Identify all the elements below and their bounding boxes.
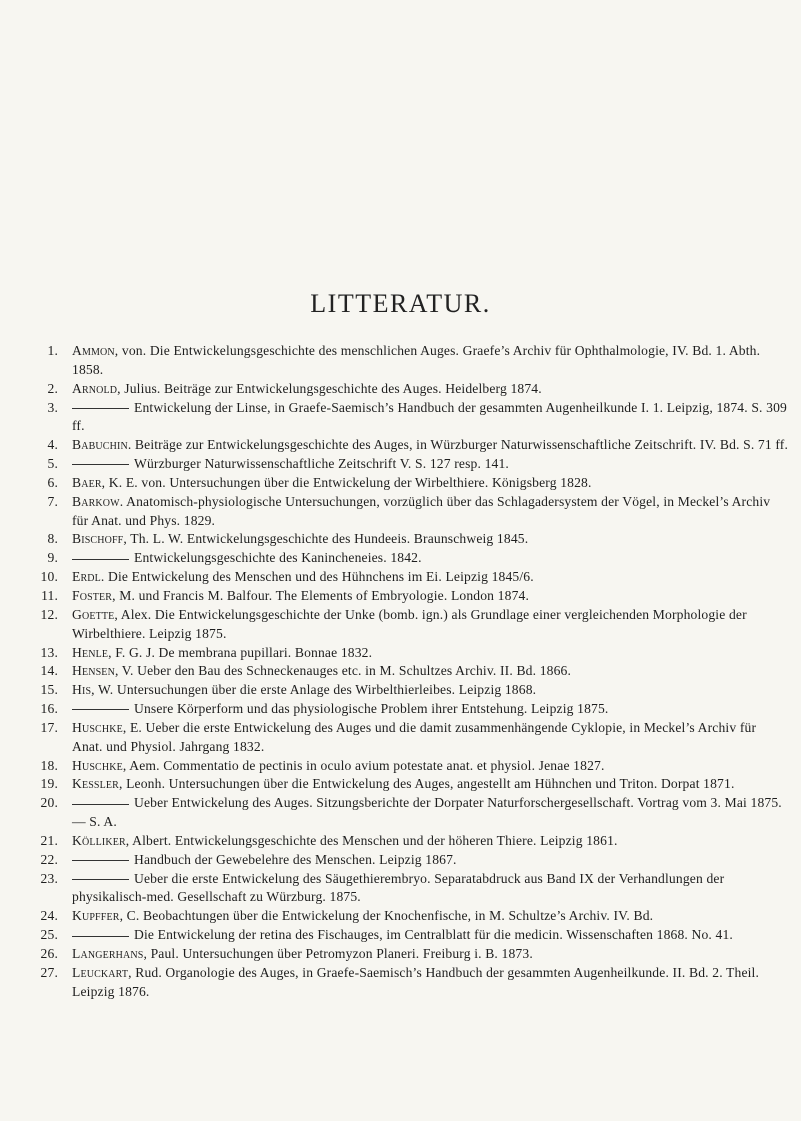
reference-number: 10. — [40, 569, 58, 585]
reference-number: 21. — [40, 832, 58, 848]
reference-text: , von. Die Entwickelungsgeschichte des menschlichen Auges. Graefe’s Archiv für Ophthalmologie, IV. Bd. 1. Abth. 1858. — [72, 343, 761, 377]
reference-text: , Aem. Commentatio de pectinis in oculo avium potestate anat. et physiol. Jenae 1827. — [122, 757, 605, 773]
reference-item — [34, 474, 789, 493]
reference-number: 5. — [47, 456, 58, 472]
reference-number: 13. — [40, 644, 58, 660]
reference-item — [34, 907, 789, 926]
reference-item — [34, 606, 789, 644]
reference-author: Babuchin — [72, 437, 128, 453]
reference-text: Unsere Körperform und das physiologische Problem ihrer Entstehung. Leipzig 1875. — [134, 701, 609, 717]
reference-number: 27. — [40, 964, 58, 980]
reference-author: Arnold — [72, 380, 118, 396]
reference-item — [34, 700, 789, 719]
reference-number: 24. — [40, 908, 58, 924]
reference-text: Würzburger Naturwissenschaftliche Zeitschrift V. S. 127 resp. 141. — [134, 456, 509, 472]
ditto-dash — [72, 860, 129, 861]
ditto-dash — [72, 464, 129, 465]
reference-number: 16. — [40, 701, 58, 717]
reference-number: 11. — [41, 587, 58, 603]
reference-item — [34, 832, 789, 851]
reference-item — [34, 719, 789, 757]
reference-number: 25. — [40, 927, 58, 943]
reference-item — [34, 436, 789, 455]
reference-text: , M. und Francis M. Balfour. The Elements of Embryologie. London 1874. — [112, 587, 530, 603]
reference-item — [34, 757, 789, 776]
reference-number: 7. — [47, 493, 58, 509]
reference-text: , Julius. Beiträge zur Entwickelungsgeschichte des Auges. Heidelberg 1874. — [117, 380, 542, 396]
reference-text: , Leonh. Untersuchungen über die Entwickelung des Auges, angestellt am Hühnchen und Triton. Dorpat 1871. — [119, 776, 735, 792]
reference-number: 18. — [40, 757, 58, 773]
reference-author: His — [72, 682, 92, 698]
reference-text: , E. Ueber die erste Entwickelung des Auges und die damit zusammenhängende Cyklopie, in Meckel’s Archiv für Anat. und Physiol. Jahrgang 1832. — [72, 719, 757, 754]
reference-number: 14. — [40, 663, 58, 679]
reference-item — [34, 587, 789, 606]
ditto-dash — [72, 936, 129, 937]
reference-author: Langerhans — [72, 946, 144, 961]
reference-item — [34, 530, 789, 549]
reference-number: 19. — [40, 776, 58, 792]
reference-author: Ammon — [72, 343, 115, 358]
reference-text: Ueber die erste Entwickelung des Säugethierembryo. Separatabdruck aus Band IX der Verhandlungen der physikalisch-med. Gesellschaft zu Würzburg. 1875. — [72, 870, 725, 905]
reference-number: 12. — [40, 606, 58, 622]
reference-author: Henle — [72, 644, 109, 660]
reference-text: , Alex. Die Entwickelungsgeschichte der Unke (bomb. ign.) als Grundlage einer vergleichenden Morphologie der Wirbelthiere. Leipzig 1875. — [72, 606, 747, 641]
reference-number: 26. — [40, 946, 58, 961]
reference-author: Huschke — [72, 719, 123, 735]
reference-number: 4. — [47, 437, 58, 453]
ditto-dash — [72, 804, 129, 805]
reference-text: . Die Entwickelung des Menschen und des Hühnchens im Ei. Leipzig 1845/6. — [100, 569, 534, 585]
reference-author: Hensen — [72, 663, 115, 679]
reference-item — [34, 870, 789, 908]
reference-item — [34, 644, 789, 663]
ditto-dash — [72, 408, 129, 409]
reference-text: , W. Untersuchungen über die erste Anlage des Wirbelthierleibes. Leipzig 1868. — [91, 682, 537, 698]
reference-text: , Rud. Organologie des Auges, in Graefe-Saemisch’s Handbuch der gesammten Augenheilkunde. II. Bd. 2. Theil. Leipzig 1876. — [72, 964, 760, 999]
reference-text: , Paul. Untersuchungen über Petromyzon Planeri. Freiburg i. B. 1873. — [143, 946, 533, 961]
reference-author: Bischoff — [72, 531, 124, 547]
reference-text: , Albert. Entwickelungsgeschichte des Menschen und der höheren Thiere. Leipzig 1861. — [125, 832, 618, 848]
reference-author: Barkow — [72, 493, 120, 509]
reference-text: Entwickelungsgeschichte des Kanincheneies. 1842. — [134, 550, 422, 566]
reference-author: Kessler — [72, 776, 119, 792]
reference-author: Kölliker — [72, 832, 126, 848]
reference-item — [34, 493, 789, 531]
reference-text: Ueber Entwickelung des Auges. Sitzungsberichte der Dorpater Naturforschergesellschaft. Vortrag vom 3. Mai 1875. — S. A. — [72, 795, 782, 830]
ditto-dash — [72, 879, 129, 880]
reference-number: 22. — [40, 851, 58, 867]
reference-item — [34, 662, 789, 681]
reference-text: , V. Ueber den Bau des Schneckenauges etc. in M. Schultzes Archiv. II. Bd. 1866. — [114, 663, 572, 679]
reference-text: . Anatomisch-physiologische Untersuchungen, vorzüglich über das Schlagadersystem der Vögel, in Meckel’s Archiv für Anat. und Phys. 1829. — [72, 493, 771, 528]
reference-text: , C. Beobachtungen über die Entwickelung der Knochenfische, in M. Schultze’s Archiv. IV. Bd. — [119, 908, 654, 924]
reference-text: Handbuch der Gewebelehre des Menschen. Leipzig 1867. — [134, 851, 457, 867]
page-title: LITTERATUR. — [310, 289, 491, 318]
reference-number: 23. — [40, 870, 58, 886]
reference-item — [34, 775, 789, 794]
reference-list — [34, 342, 789, 1002]
reference-text: Entwickelung der Linse, in Graefe-Saemisch’s Handbuch der gesammten Augenheilkunde I. 1. Leipzig, 1874. S. 309 ff. — [72, 399, 787, 434]
reference-number: 20. — [40, 795, 58, 811]
reference-number: 3. — [47, 399, 58, 415]
reference-number: 9. — [47, 550, 58, 566]
reference-item — [34, 342, 789, 380]
reference-text: Die Entwickelung der retina des Fischauges, im Centralblatt für die medicin. Wissenschaften 1868. No. 41. — [134, 927, 733, 943]
reference-item — [34, 455, 789, 474]
reference-item — [34, 380, 789, 399]
reference-author: Erdl — [72, 569, 101, 585]
ditto-dash — [72, 709, 129, 710]
reference-item — [34, 568, 789, 587]
reference-number: 6. — [47, 474, 58, 490]
reference-item — [34, 851, 789, 870]
reference-number: 8. — [47, 531, 58, 547]
reference-author: Foster — [72, 587, 113, 603]
reference-text: , K. E. von. Untersuchungen über die Entwickelung der Wirbelthiere. Königsberg 1828. — [101, 474, 592, 490]
reference-author: Baer — [72, 474, 102, 490]
ditto-dash — [72, 559, 129, 560]
reference-item — [34, 945, 789, 964]
reference-item — [34, 964, 789, 1002]
reference-item — [34, 794, 789, 832]
reference-number: 1. — [47, 343, 58, 358]
reference-author: Huschke — [72, 757, 123, 773]
reference-text: , F. G. J. De membrana pupillari. Bonnae 1832. — [108, 644, 373, 660]
reference-item — [34, 926, 789, 945]
reference-author: Leuckart — [72, 964, 129, 980]
reference-number: 15. — [40, 682, 58, 698]
reference-number: 2. — [47, 380, 58, 396]
reference-item — [34, 399, 789, 437]
reference-item — [34, 681, 789, 700]
reference-author: Goette — [72, 606, 115, 622]
reference-author: Kupffer — [72, 908, 120, 924]
reference-item — [34, 549, 789, 568]
reference-text: . Beiträge zur Entwickelungsgeschichte des Auges, in Würzburger Naturwissenschaftliche Zeitschrift. IV. Bd. S. 71 ff. — [127, 437, 789, 453]
reference-number: 17. — [40, 719, 58, 735]
reference-text: , Th. L. W. Entwickelungsgeschichte des Hundeeis. Braunschweig 1845. — [123, 531, 529, 547]
